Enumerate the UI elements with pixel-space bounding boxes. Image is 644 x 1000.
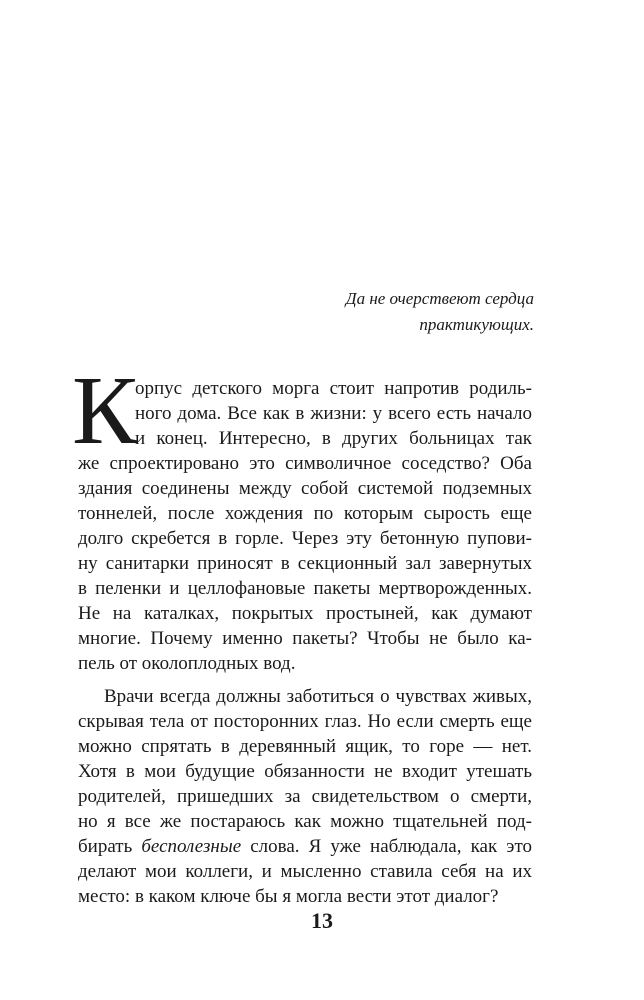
epigraph-line: практикующих.	[419, 315, 534, 334]
text-line: многие. Почему именно пакеты? Чтобы не было ка-	[78, 628, 532, 649]
text-line	[78, 834, 532, 859]
text-line: и конец. Интересно, в других больницах так	[135, 428, 532, 449]
text-line: Врачи всегда должны заботиться о чувствах живых,	[104, 686, 532, 707]
text-line: тоннелей, после хождения по которым сырость еще	[78, 503, 532, 524]
epigraph	[346, 286, 534, 338]
drop-cap: К	[72, 357, 138, 465]
text-line: Не на каталках, покрытых простыней, как думают	[78, 603, 532, 624]
text-line: место: в каком ключе бы я могла вести этот диалог?	[78, 886, 499, 907]
text-segment: бирать	[78, 836, 142, 857]
epigraph-line: Да не очерствеют сердца	[345, 289, 534, 308]
page-number: 13	[311, 908, 333, 933]
text-line: орпус детского морга стоит напротив родиль-	[135, 378, 532, 399]
text-line: можно спрятать в деревянный ящик, то горе — нет.	[78, 736, 532, 757]
body-text	[78, 376, 532, 909]
text-line: но я все же постараюсь как можно тщательней под-	[78, 811, 532, 832]
text-line: ну санитарки приносят в секционный зал завернутых	[78, 553, 532, 574]
text-line: скрывая тела от посторонних глаз. Но если смерть еще	[78, 711, 532, 732]
text-line: пель от околоплодных вод.	[78, 653, 296, 674]
text-segment: слова. Я уже наблюдала, как это	[241, 836, 532, 857]
text-line: родителей, пришедших за свидетельством о смерти,	[78, 786, 532, 807]
text-line: здания соединены между собой системой подземных	[78, 478, 532, 499]
text-line: делают мои коллеги, и мысленно ставила себя на их	[78, 861, 532, 882]
italic-word: бесполезные	[141, 836, 242, 857]
text-line: Хотя в мои будущие обязанности не входит утешать	[78, 761, 532, 782]
text-line: ного дома. Все как в жизни: у всего есть начало	[135, 403, 532, 424]
paragraph-2	[78, 684, 532, 909]
text-line: долго скребется в горле. Через эту бетонную пупови-	[78, 528, 532, 549]
paragraph-1	[78, 376, 532, 676]
text-line: же спроектировано это символичное соседство? Оба	[78, 453, 532, 474]
text-line: в пеленки и целлофановые пакеты мертворожденных.	[78, 578, 532, 599]
